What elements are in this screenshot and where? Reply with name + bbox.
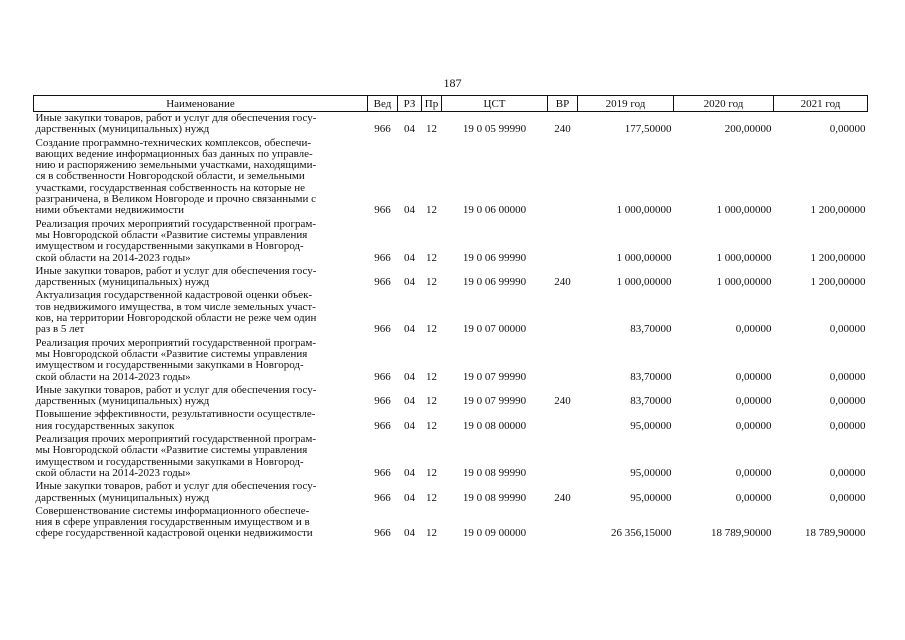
amount-2020-cell: 1 000,00000	[716, 204, 772, 217]
amount-2021-cell: 0,00000	[829, 370, 866, 383]
pr-cell: 12	[426, 251, 437, 264]
row-name-cell	[34, 480, 368, 505]
cst-cell: 19 0 07 00000	[462, 323, 527, 336]
table-row	[34, 337, 868, 384]
pr-cell: 12	[426, 466, 437, 479]
row-name-line: Реализация прочих мероприятий государственной програм-	[35, 217, 316, 230]
pr-cell: 12	[426, 395, 437, 408]
row-name-cell	[34, 137, 368, 218]
cst-cell: 19 0 08 99990	[462, 466, 527, 479]
amount-2019-cell: 95,00000	[630, 466, 672, 479]
header-cst: ЦСТ	[442, 96, 548, 112]
row-name-cell	[34, 112, 368, 137]
ved-cell: 966	[374, 419, 391, 432]
vr-cell	[548, 505, 578, 541]
amount-2021-cell: 0,00000	[829, 395, 866, 408]
vr-cell	[548, 137, 578, 218]
amount-2021-cell: 1 200,00000	[810, 251, 866, 264]
row-name-line: Актуализация государственной кадастровой оценки объек-	[35, 289, 313, 302]
rz-cell: 04	[404, 491, 415, 504]
amount-2019-cell: 83,70000	[630, 395, 672, 408]
row-name-cell	[34, 289, 368, 336]
header-ved: Вед	[368, 96, 398, 112]
header-vr: ВР	[548, 96, 578, 112]
amount-2020-cell: 0,00000	[735, 491, 772, 504]
table-row	[34, 433, 868, 480]
pr-cell: 12	[426, 370, 437, 383]
amount-2021-cell: 0,00000	[829, 123, 866, 136]
rz-cell: 04	[404, 251, 415, 264]
table-row	[34, 408, 868, 433]
rz-cell: 04	[404, 204, 415, 217]
row-name-cell	[34, 265, 368, 290]
amount-2021-cell: 0,00000	[829, 491, 866, 504]
table-body	[34, 112, 868, 541]
vr-cell	[548, 408, 578, 433]
pr-cell: 12	[426, 323, 437, 336]
amount-2019-cell: 1 000,00000	[616, 276, 672, 289]
cst-cell: 19 0 06 99990	[462, 276, 527, 289]
cst-cell: 19 0 05 99990	[462, 123, 527, 136]
pr-cell: 12	[426, 527, 437, 540]
row-name-cell	[34, 408, 368, 433]
ved-cell: 966	[374, 466, 391, 479]
ved-cell: 966	[374, 370, 391, 383]
rz-cell: 04	[404, 323, 415, 336]
ved-cell: 966	[374, 204, 391, 217]
amount-2019-cell: 177,50000	[624, 123, 672, 136]
row-name-line: Реализация прочих мероприятий государственной програм-	[35, 433, 316, 446]
cst-cell: 19 0 07 99990	[462, 395, 527, 408]
row-name-line: ской области на 2014-2023 годы»	[35, 251, 191, 264]
amount-2019-cell: 1 000,00000	[616, 204, 672, 217]
rz-cell: 04	[404, 419, 415, 432]
cst-cell: 19 0 07 99990	[462, 370, 527, 383]
row-name-line: имуществом и государственными закупками в Новгород-	[35, 240, 304, 253]
page-number: 187	[443, 76, 462, 90]
vr-cell: 240	[554, 123, 571, 136]
row-name-line: имуществом и государственными закупками в Новгород-	[35, 359, 304, 372]
budget-table-container	[33, 95, 867, 541]
header-name: Наименование	[34, 96, 368, 112]
header-pr: Пр	[422, 96, 442, 112]
vr-cell: 240	[554, 395, 571, 408]
row-name-line: ской области на 2014-2023 годы»	[35, 370, 191, 383]
amount-2020-cell: 0,00000	[735, 323, 772, 336]
ved-cell: 966	[374, 251, 391, 264]
row-name-line: ся в собственности Новгородской области, и земельными	[35, 170, 305, 183]
amount-2020-cell: 200,00000	[724, 123, 772, 136]
amount-2021-cell: 1 200,00000	[810, 276, 866, 289]
pr-cell: 12	[426, 419, 437, 432]
header-2020: 2020 год	[674, 96, 774, 112]
table-row	[34, 137, 868, 218]
budget-table	[33, 95, 868, 541]
row-name-line: мы Новгородской области «Развитие системы управления	[35, 444, 308, 457]
row-name-line: вающих ведение информационных баз данных по управле-	[35, 147, 313, 160]
row-name-cell	[34, 505, 368, 541]
row-name-line: Повышение эффективности, результативности осуществле-	[35, 408, 316, 421]
row-name-line: разграничена, в Великом Новгороде и прочно связанными с	[35, 193, 316, 206]
row-name-line: нию и распоряжению земельными участками, находящими-	[35, 159, 317, 172]
amount-2020-cell: 0,00000	[735, 370, 772, 383]
header-rz: РЗ	[398, 96, 422, 112]
rz-cell: 04	[404, 370, 415, 383]
row-name-line: мы Новгородской области «Развитие системы управления	[35, 228, 308, 241]
row-name-line: ков, на территории Новгородской области не реже чем один	[35, 312, 317, 325]
row-name-line: дарственных (муниципальных) нужд	[35, 395, 210, 408]
table-header	[34, 96, 868, 112]
header-row	[34, 96, 868, 112]
cst-cell: 19 0 08 00000	[462, 419, 527, 432]
cst-cell: 19 0 09 00000	[462, 527, 527, 540]
vr-cell	[548, 218, 578, 265]
row-name-line: мы Новгородской области «Развитие системы управления	[35, 347, 308, 360]
table-row	[34, 384, 868, 409]
row-name-line: Создание программно-технических комплексов, обеспечи-	[35, 136, 311, 149]
amount-2021-cell: 0,00000	[829, 419, 866, 432]
vr-cell: 240	[554, 491, 571, 504]
amount-2020-cell: 1 000,00000	[716, 251, 772, 264]
vr-cell	[548, 289, 578, 336]
ved-cell: 966	[374, 395, 391, 408]
table-row	[34, 112, 868, 137]
ved-cell: 966	[374, 323, 391, 336]
row-name-line: дарственных (муниципальных) нужд	[35, 491, 210, 504]
pr-cell: 12	[426, 491, 437, 504]
amount-2021-cell: 0,00000	[829, 466, 866, 479]
row-name-cell	[34, 433, 368, 480]
table-row	[34, 480, 868, 505]
table-row	[34, 505, 868, 541]
cst-cell: 19 0 08 99990	[462, 491, 527, 504]
amount-2019-cell: 83,70000	[630, 323, 672, 336]
row-name-line: ской области на 2014-2023 годы»	[35, 466, 191, 479]
amount-2019-cell: 95,00000	[630, 491, 672, 504]
ved-cell: 966	[374, 123, 391, 136]
row-name-line: сфере государственной кадастровой оценки недвижимости	[35, 527, 313, 540]
amount-2019-cell: 95,00000	[630, 419, 672, 432]
table-row	[34, 218, 868, 265]
vr-cell: 240	[554, 276, 571, 289]
rz-cell: 04	[404, 276, 415, 289]
row-name-cell	[34, 218, 368, 265]
row-name-line: ния государственных закупок	[35, 419, 175, 432]
ved-cell: 966	[374, 491, 391, 504]
table-row	[34, 289, 868, 336]
amount-2019-cell: 1 000,00000	[616, 251, 672, 264]
amount-2021-cell: 1 200,00000	[810, 204, 866, 217]
row-name-line: дарственных (муниципальных) нужд	[35, 123, 210, 136]
cst-cell: 19 0 06 99990	[462, 251, 527, 264]
amount-2019-cell: 83,70000	[630, 370, 672, 383]
row-name-line: ними объектами недвижимости	[35, 204, 184, 217]
row-name-line: тов недвижимого имущества, в том числе земельных участ-	[35, 300, 316, 313]
row-name-line: раз в 5 лет	[35, 323, 85, 336]
rz-cell: 04	[404, 123, 415, 136]
pr-cell: 12	[426, 204, 437, 217]
ved-cell: 966	[374, 527, 391, 540]
vr-cell	[548, 337, 578, 384]
row-name-line: Иные закупки товаров, работ и услуг для обеспечения госу-	[35, 383, 317, 396]
header-2021: 2021 год	[774, 96, 868, 112]
row-name-line: имуществом и государственными закупками в Новгород-	[35, 455, 304, 468]
pr-cell: 12	[426, 276, 437, 289]
amount-2019-cell: 26 356,15000	[611, 527, 672, 540]
row-name-line: дарственных (муниципальных) нужд	[35, 276, 210, 289]
rz-cell: 04	[404, 466, 415, 479]
amount-2021-cell: 18 789,90000	[805, 527, 866, 540]
row-name-line: Реализация прочих мероприятий государственной програм-	[35, 336, 316, 349]
row-name-line: Иные закупки товаров, работ и услуг для обеспечения госу-	[35, 112, 317, 124]
row-name-cell	[34, 384, 368, 409]
row-name-line: Иные закупки товаров, работ и услуг для обеспечения госу-	[35, 480, 317, 493]
amount-2020-cell: 0,00000	[735, 419, 772, 432]
amount-2020-cell: 0,00000	[735, 466, 772, 479]
row-name-line: Иные закупки товаров, работ и услуг для обеспечения госу-	[35, 264, 317, 277]
row-name-line: ния в сфере управления государственным имуществом и в	[35, 516, 310, 529]
header-2019: 2019 год	[578, 96, 674, 112]
table-row	[34, 265, 868, 290]
row-name-line: Совершенствование системы информационного обеспече-	[35, 504, 310, 517]
rz-cell: 04	[404, 395, 415, 408]
amount-2021-cell: 0,00000	[829, 323, 866, 336]
ved-cell: 966	[374, 276, 391, 289]
amount-2020-cell: 18 789,90000	[711, 527, 772, 540]
row-name-line: участками, государственная собственность на которые не	[35, 181, 306, 194]
cst-cell: 19 0 06 00000	[462, 204, 527, 217]
amount-2020-cell: 0,00000	[735, 395, 772, 408]
pr-cell: 12	[426, 123, 437, 136]
row-name-cell	[34, 337, 368, 384]
rz-cell: 04	[404, 527, 415, 540]
vr-cell	[548, 433, 578, 480]
amount-2020-cell: 1 000,00000	[716, 276, 772, 289]
